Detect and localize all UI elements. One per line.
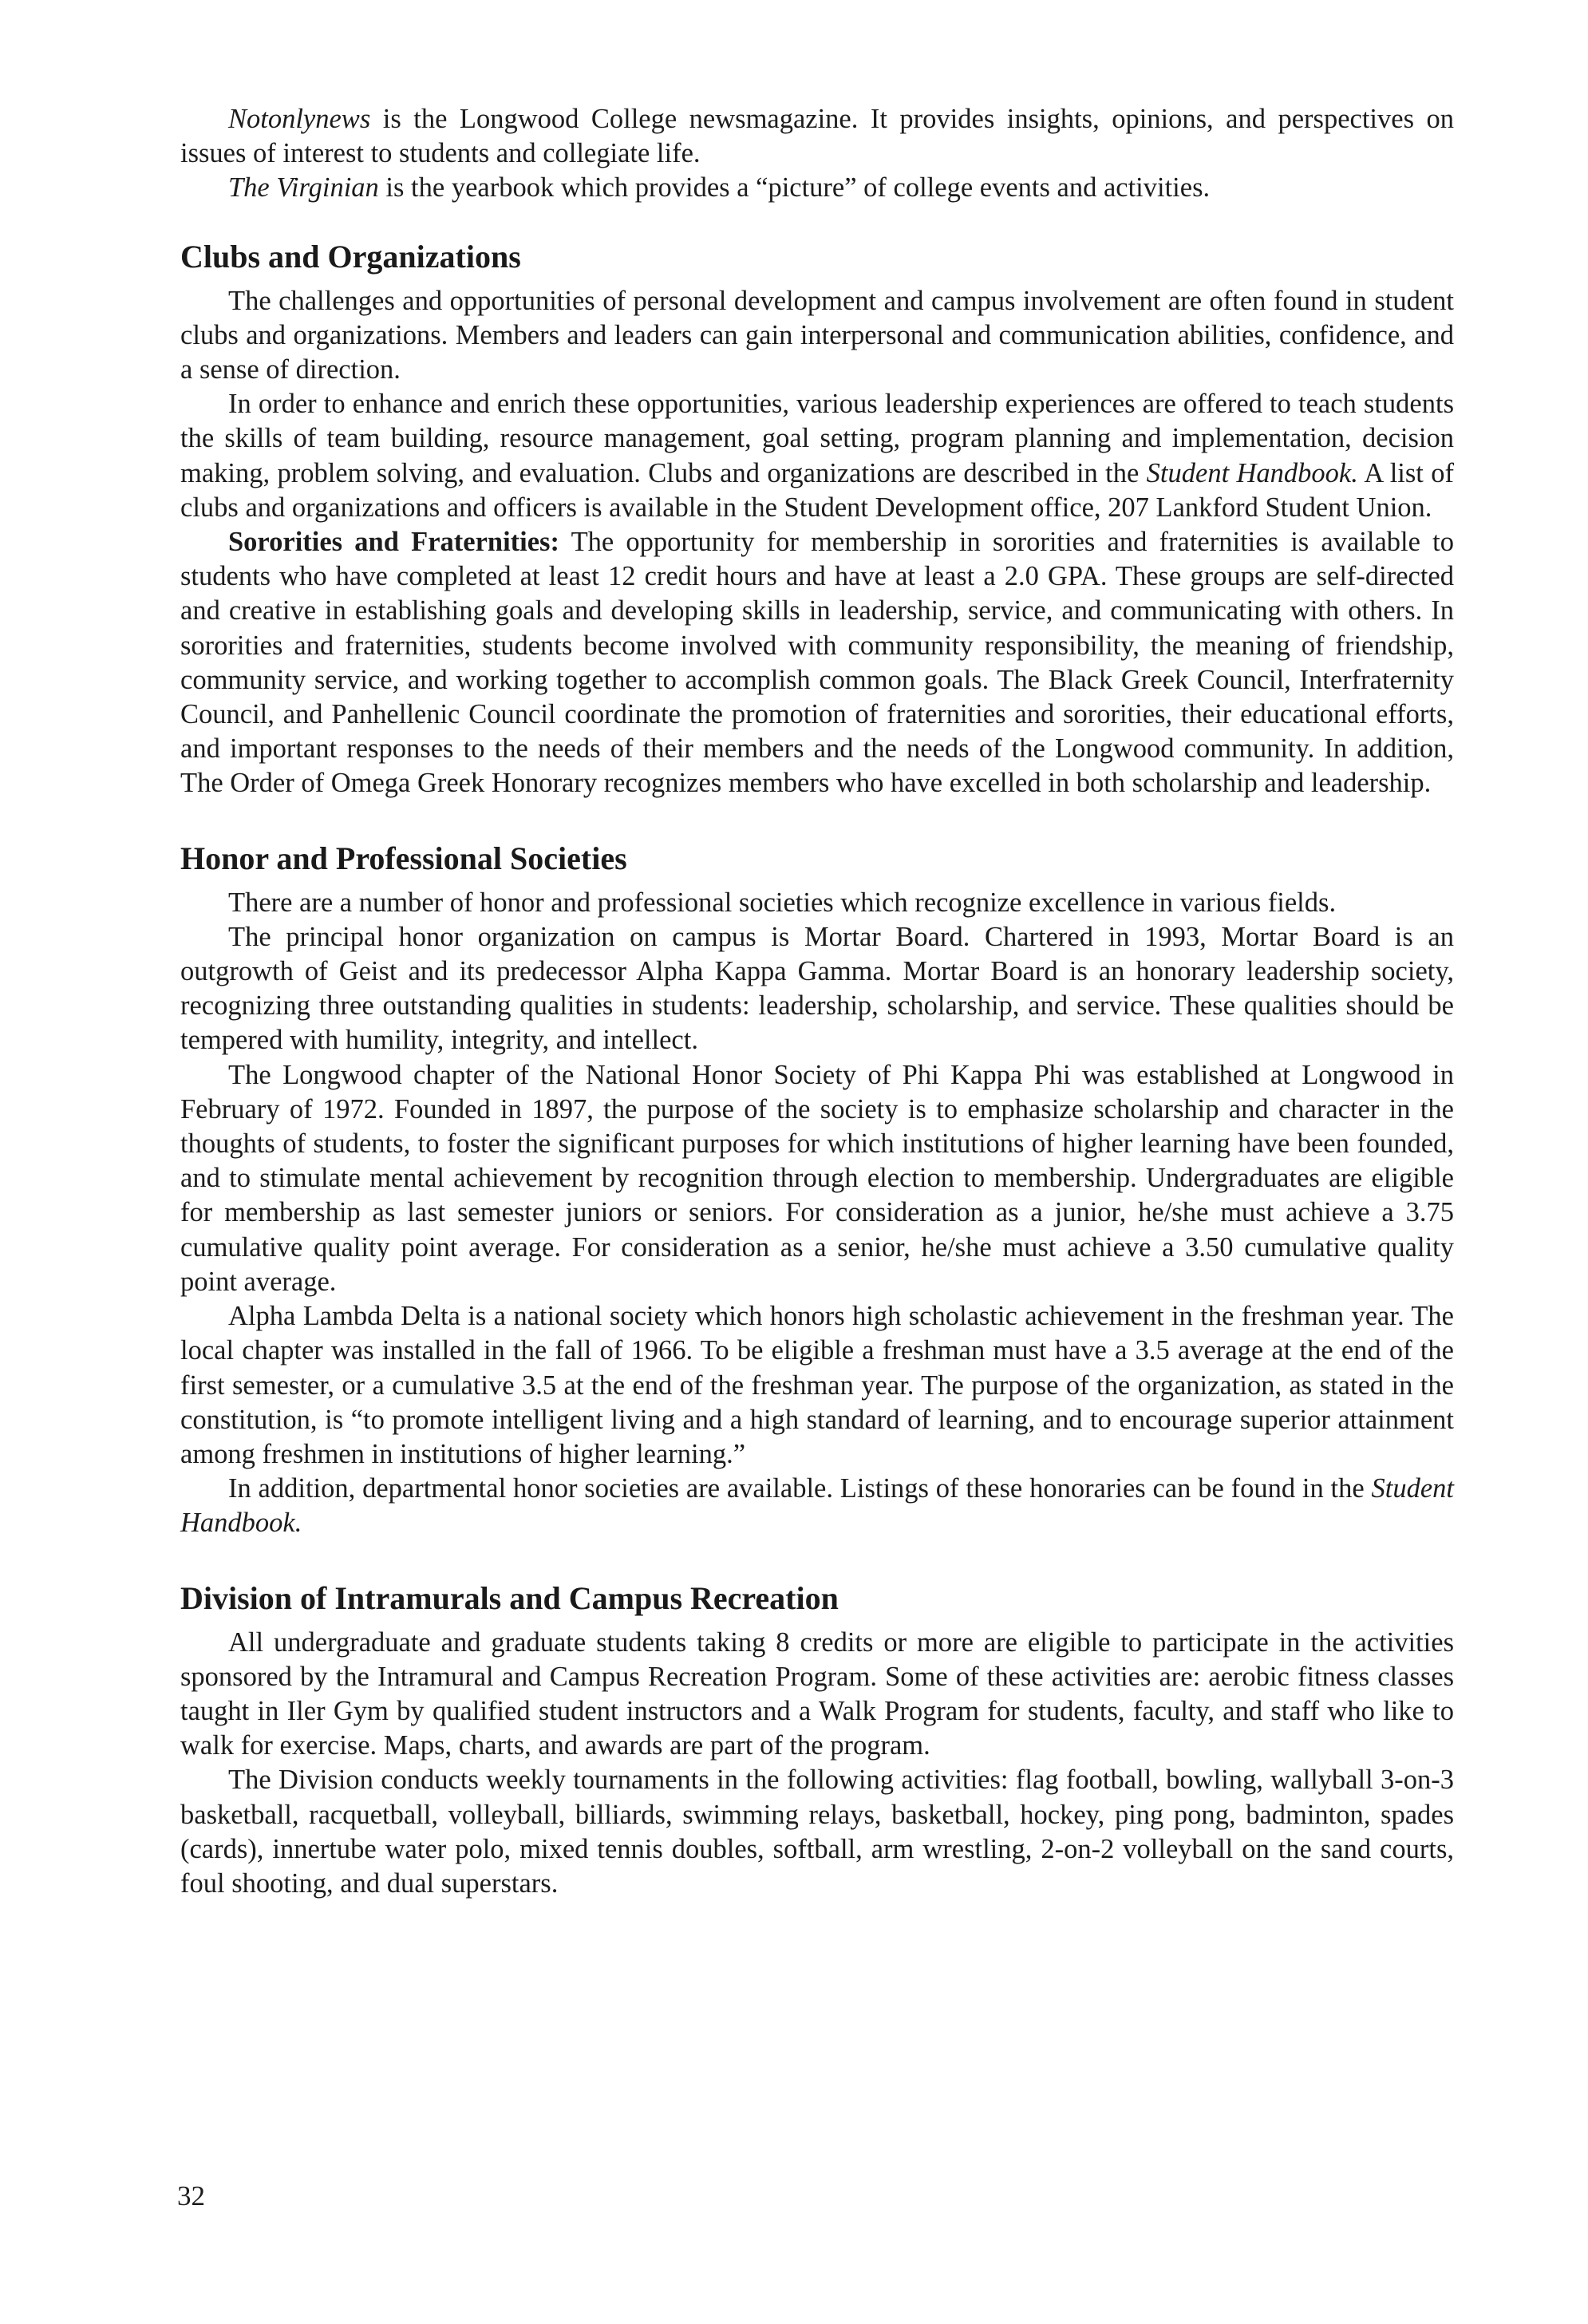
run-in-label: Sororities and Fraternities: bbox=[228, 527, 559, 558]
paragraph: In addition, departmental honor societies are available. Listings of these honoraries can be found in the Student Handbook. bbox=[180, 1473, 1454, 1539]
clubs-section bbox=[180, 238, 1454, 801]
document-page bbox=[180, 102, 1454, 1901]
section-heading-clubs: Clubs and Organizations bbox=[180, 238, 521, 275]
intro-paragraph-virginian: The Virginian is the yearbook which provides a “picture” of college events and activities. bbox=[228, 172, 1211, 204]
intro-paragraph-notonlynews: Notonlynews is the Longwood College newsmagazine. It provides insights, opinions, and perspectives on issues of interest to students and collegiate life. bbox=[180, 104, 1454, 169]
handbook-title: Student Handbook. bbox=[180, 1473, 1454, 1539]
publication-title: The Virginian bbox=[228, 172, 379, 204]
handbook-title: Student Handbook. bbox=[1146, 457, 1358, 488]
paragraph: The challenges and opportunities of personal development and campus involvement are often found in student clubs and organizations. Members and leaders can gain interpersonal and communication abilities, confidence, and a sense of direction. bbox=[180, 285, 1454, 385]
honor-section bbox=[180, 840, 1454, 1541]
paragraph: The Division conducts weekly tournaments in the following activities: flag football, bowling, wallyball 3-on-3 basketball, racquetball, volleyball, billiards, swimming relays, basketball, hockey, ping pong, badminton, spades (cards), innertube water polo, mixed tennis doubles, softball, arm wrestling, 2-on-2 volleyball on the sand courts, foul shooting, and dual superstars. bbox=[180, 1765, 1454, 1899]
paragraph-sororities: Sororities and Fraternities: The opportunity for membership in sororities and fraternities is available to students who have completed at least 12 credit hours and have at least a 2.0 GPA. These groups are self-directed and creative in establishing goals and developing skills in leadership, service, and communicating with others. In sororities and fraternities, students become involved with community responsibility, the meaning of friendship, community service, and working together to accomplish common goals. The Black Greek Council, Interfraternity Council, and Panhellenic Council coordinate the promotion of fraternities and sororities, their educational efforts, and important responses to the needs of their members and the needs of the Longwood community. In addition, The Order of Omega Greek Honorary recognizes members who have excelled in both scholarship and leadership. bbox=[180, 527, 1454, 799]
paragraph: In order to enhance and enrich these opportunities, various leadership experiences are offered to teach students the skills of team building, resource management, goal setting, program planning and implementation, decision making, problem solving, and evaluation. Clubs and organizations are described in the Student Handbook. A list of clubs and organizations and officers is available in the Student Development office, 207 Lankford Student Union. bbox=[180, 389, 1454, 523]
paragraph: The Longwood chapter of the National Honor Society of Phi Kappa Phi was established at Longwood in February of 1972. Founded in 1897, the purpose of the society is to emphasize scholarship and character in the thoughts of students, to foster the significant purposes for which institutions of higher learning have been founded, and to stimulate mental achievement by recognition through election to membership. Undergraduates are eligible for membership as last semester juniors or seniors. For consideration as a junior, he/she must achieve a 3.75 cumulative quality point average. For consideration as a senior, he/she must achieve a 3.50 cumulative quality point average. bbox=[180, 1059, 1454, 1297]
page-number: 32 bbox=[177, 2180, 205, 2211]
paragraph: There are a number of honor and professional societies which recognize excellence in various fields. bbox=[228, 887, 1337, 918]
publication-title: Notonlynews bbox=[228, 104, 371, 134]
paragraph: The principal honor organization on campus is Mortar Board. Chartered in 1993, Mortar Board is an outgrowth of Geist and its predecessor Alpha Kappa Gamma. Mortar Board is an honorary leadership society, recognizing three outstanding qualities in students: leadership, scholarship, and service. These qualities should be tempered with humility, integrity, and intellect. bbox=[180, 921, 1454, 1056]
section-heading-honor: Honor and Professional Societies bbox=[180, 840, 627, 876]
paragraph: All undergraduate and graduate students taking 8 credits or more are eligible to participate in the activities sponsored by the Intramural and Campus Recreation Program. Some of these activities are: aerobic fitness classes taught in Iler Gym by qualified student instructors and a Walk Program for students, faculty, and staff who like to walk for exercise. Maps, charts, and awards are part of the program. bbox=[180, 1626, 1454, 1761]
paragraph: Alpha Lambda Delta is a national society which honors high scholastic achievement in the freshman year. The local chapter was installed in the fall of 1966. To be eligible a freshman must have a 3.5 average at the end of the first semester, or a cumulative 3.5 at the end of the freshman year. The purpose of the organization, as stated in the constitution, is “to promote intelligent living and a high standard of learning, and to encourage superior attainment among freshmen in institutions of higher learning.” bbox=[180, 1301, 1454, 1469]
intramurals-section bbox=[180, 1579, 1454, 1902]
section-heading-intramurals: Division of Intramurals and Campus Recreation bbox=[180, 1579, 839, 1616]
intro-section bbox=[180, 102, 1454, 206]
